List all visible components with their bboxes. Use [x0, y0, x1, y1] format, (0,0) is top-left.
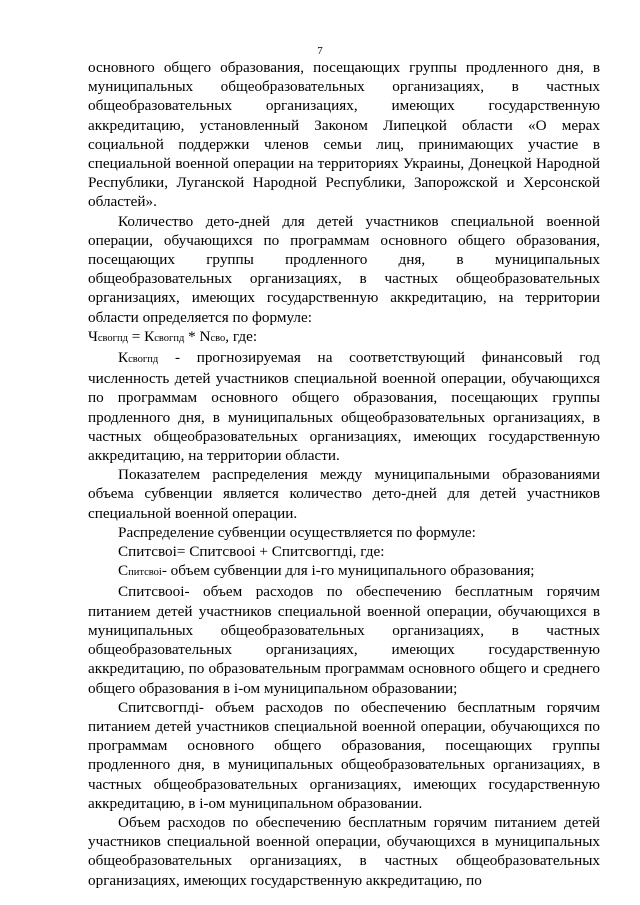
definition-subscript: свогпд: [128, 354, 159, 366]
definition-paragraph: [88, 698, 600, 813]
formula-subscript: сво: [210, 332, 226, 344]
formula-count: [88, 327, 600, 348]
formula-symbol: К: [144, 327, 155, 345]
page-number: 7: [317, 45, 323, 57]
definition-symbol: К: [118, 349, 129, 367]
paragraph: основного общего образования, посещающих группы продленного дня, в муниципальных общеобразовательных организациях, в частных общеобразовательных организациях, имеющих государственную аккредитацию, установленный Законом Липецкой области «О мерах социальной поддержки членов семьи лиц, принимающих участие в специальной военной операции на территориях Украины, Донецкой Народной Республики, Луганской Народной Республики, Запорожской и Херсонской областей».: [88, 59, 600, 211]
document-body: [88, 58, 600, 890]
definition-paragraph: [88, 348, 600, 465]
definition-label: Спитсвооi: [118, 583, 185, 601]
definition-symbol: С: [118, 562, 129, 580]
paragraph: Распределение субвенции осуществляется по формуле:: [118, 523, 476, 541]
paragraph: Количество дето-дней для детей участников специальной военной операции, обучающихся по программам основного общего образования, посещающих группы продленного дня, в муниципальных общеобразовательных организациях, в частных общеобразовательных организациях, имеющих государственную аккредитацию, на территории области определяется по формуле:: [88, 212, 600, 326]
definition-paragraph: [88, 582, 600, 697]
formula-symbol: Ч: [88, 327, 98, 345]
paragraph: Объем расходов по обеспечению бесплатным горячим питанием детей участников специальной военной операции, обучающихся в муниципальных общеобразовательных организациях, в частных общеобразовательных организациях, имеющих государственную аккредитацию, по: [88, 813, 600, 889]
formula-operator: =: [127, 327, 145, 345]
formula-subscript: свогпд: [97, 332, 128, 344]
formula-subvention: Спитсвоi= Спитсвооi + Спитсвогпдi, где:: [118, 543, 385, 561]
formula-subscript: свогпд: [154, 332, 185, 344]
definition-text: - прогнозируемая на соответствующий финансовый год численность детей участников специальной военной операции, обучающихся по программам основного общего образования, посещающих группы продленного дня, в муниципальных общеобразовательных организациях, в частных общеобразовательных организациях, имеющих государственную аккредитацию, на территории области.: [88, 349, 601, 465]
definition-text: - объем субвенции для i-го муниципального образования;: [161, 562, 535, 580]
formula-operator: *: [184, 327, 200, 345]
definition-text: - объем расходов по обеспечению бесплатным горячим питанием детей участников специальной военной операции, обучающихся по программам основного общего образования, посещающих группы продленного дня, в муниципальных общеобразовательных организациях, в частных общеобразовательных организациях, имеющих государственную аккредитацию, в i-ом муниципальном образовании.: [88, 698, 600, 812]
paragraph: Показателем распределения между муниципальными образованиями объема субвенции является количество дето-дней для детей участников специальной военной операции.: [88, 466, 600, 522]
definition-text: - объем расходов по обеспечению бесплатным горячим питанием детей участников специальной военной операции, обучающихся в муниципальных общеобразовательных организациях, в частных общеобразовательных организациях, имеющих государственную аккредитацию, по образовательным программам основного общего и среднего общего образования в i-ом муниципальном образовании;: [88, 583, 600, 697]
formula-symbol: N: [199, 327, 211, 345]
definition-subscript: питсвоi: [128, 567, 162, 579]
definition-label: Спитсвогпдi: [118, 698, 199, 716]
formula-tail: , где:: [225, 327, 258, 345]
definition-paragraph: [88, 561, 600, 582]
